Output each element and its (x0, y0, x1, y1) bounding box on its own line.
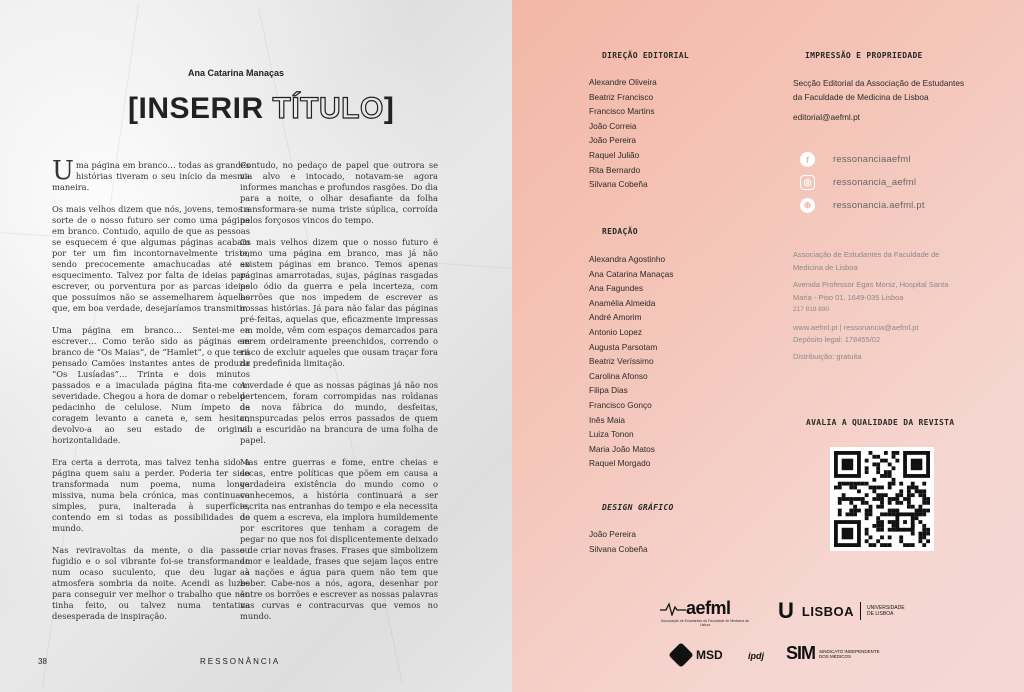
impressao-text: Secção Editorial da Associação de Estudantes da Faculdade de Medicina de Lisboa (793, 78, 965, 102)
qr-heading: AVALIA A QUALIDADE DA REVISTA (806, 418, 955, 427)
social-handle: ressonancia_aefml (833, 177, 917, 188)
name-item: Anamélia Almeida (589, 297, 656, 308)
msd-mark-icon (668, 642, 693, 667)
qr-code[interactable] (830, 447, 934, 551)
social-link[interactable] (800, 152, 911, 167)
paragraph: Os mais velhos dizem que o nosso futuro é como uma página em branco, mas já não existem páginas em branco. Temos apenas páginas amarrotadas, sujas, páginas rasgadas pelo ódio da guerra e pela incerteza, com borrões que nos impedem de escrever as nossas histórias. Já para não falar das páginas pré-feitas, aquelas que, eficazmente impressas em molde, vêm com espaços demarcados para serem ordeiramente preenchidos, correndo o risco de excluir aqueles que ousam traçar fora da predefinida limitação. (240, 237, 438, 368)
design-list (589, 527, 648, 556)
name-item: André Amorim (589, 312, 642, 323)
name-item: Alexandre Oliveira (589, 77, 657, 87)
instagram-icon: ◎ (800, 175, 815, 190)
name-item: Inês Maia (589, 414, 625, 425)
ulisboa-logo: U LISBOA UNIVERSIDADE DE LISBOA (778, 598, 905, 623)
social-handle: ressonanciaaefml (833, 154, 911, 165)
association-info: Associação de Estudantes da Faculdade de Medicina de Lisboa Avenida Professor Egas Moniz, Hospital Santa Maria - Piso 01, 1649-035 Lisboa 217 818 890 www.aefml.pt | ressonancia@aefml.pt Depósito legal: 178455/02 Distribuição: gratuita (793, 249, 993, 363)
page-number: 38 (38, 657, 47, 666)
paragraph: Uma página em branco… Sentei-me a escrever… Como terão sido as páginas em branco de “Os Maias”, de “Hamlet”, o que terá pensado Camões instantes antes de produzir “Os Lusíadas”… Trinta e dois minutos passados e a imaculada página fita-me com severidade. Chegou a hora de domar o rebelde pedacinho de celulose. Num ímpeto de coragem levanto a caneta e, sem hesitar, devolvo-a ao seu estado de original horizontalidade. (52, 325, 251, 445)
web-links[interactable]: www.aefml.pt | ressonancia@aefml.pt (793, 322, 919, 332)
name-item: Filipa Dias (589, 385, 628, 396)
heartbeat-icon (660, 602, 686, 616)
redacao-heading: REDAÇÃO (602, 227, 638, 236)
paragraph: Mas entre guerras e fome, entre cheias e secas, entre políticas que põem em causa a verdadeira existência do mundo como o conhecemos, a história continuará a ser escrita nas entranhas do tempo e ela necessita de quem a escreva, ela implora humildemente por escritores que tenham a coragem de pegar no que nos foi displicentemente deixado e de criar novas frases. Frases que simbolizem amor e lealdade, frases que sejam laços entre as nações e água para quem não tem que beber. Cabe-nos a nós, agora, desenhar por entre os borrões e escrever as nossas palavras nas curvas e contracurvas que vemos no mundo. (240, 457, 438, 621)
ipdj-logo: ipdj (748, 651, 764, 661)
name-item: Francisco Gonço (589, 399, 652, 410)
name-item: Francisco Martins (589, 106, 655, 117)
credits-page (512, 0, 1024, 692)
editorial-email[interactable]: editorial@aefml.pt (793, 112, 860, 122)
name-item: Luiza Tonon (589, 429, 634, 440)
aefml-logo: aefml Associação de Estudantes da Faculdade de Medicina de Lisboa (660, 598, 750, 627)
name-item: Raquel Morgado (589, 458, 651, 469)
paragraph: Uma página em branco… todas as grandes histórias tiveram o seu início da mesma maneira. (52, 156, 250, 192)
article-column-2 (240, 160, 438, 633)
paragraph: A verdade é que as nossas páginas já não nos pertencem, foram corrompidas nas roldanas da nova fábrica do mundo, desfeitas, conspurcadas pelos erros passados de quem viu a escuridão na brancura de uma folha de papel. (240, 380, 438, 445)
name-item: Beatriz Francisco (589, 91, 654, 102)
name-item: João Correia (589, 120, 637, 131)
social-link[interactable] (800, 198, 925, 213)
name-item: Carolina Afonso (589, 370, 648, 381)
paragraph: Contudo, no pedaço de papel que outrora se via alvo e intocado, notavam-se agora informes manchas e profundos rasgões. Do dia para a noite, o olhar desafiante da folha transformara-se numa triste súplica, corroída pelos forçosos vincos do tempo. (240, 160, 438, 225)
direcao-list (589, 75, 657, 192)
paragraph: Era certa a derrota, mas talvez tenha sido a página quem saiu a perder. Poderia ter sido transformada num poema, numa longa missiva, numa bela crónica, mas continuava simples, pura, inalterada à superfície, contendo em si todas as possibilidades do mundo. (52, 457, 250, 533)
design-heading: DESIGN GRÁFICO (602, 503, 674, 512)
qr-code-icon (834, 451, 930, 547)
social-link[interactable] (800, 175, 916, 190)
redacao-list (589, 252, 673, 471)
facebook-icon: f (800, 152, 815, 167)
direcao-heading: DIREÇÃO EDITORIAL (602, 51, 689, 60)
title-bracket-open: [INSERIR (128, 92, 273, 125)
article-author: Ana Catarina Manaças (188, 68, 285, 78)
sim-logo: SIM SINDICATO INDEPENDENTE DOS MÉDICOS (786, 643, 880, 663)
paragraph: Os mais velhos dizem que nós, jovens, temos a sorte de o nosso futuro ser como uma página em branco. Contudo, aquilo de que as pessoas se esquecem é que algumas páginas acabam por ter um fim incontornavelmente triste, sendo precocemente amachucadas até ao esquecimento. Talvez por falta de ideias para escrever, ou porventura por as parcas ideias que possuímos não se assemelharem àquelas que, em boa verdade, desejaríamos transmitir. (52, 204, 250, 313)
social-handle: ressonancia.aefml.pt (833, 200, 925, 211)
article-column-1 (52, 156, 251, 633)
drop-cap: U (52, 156, 74, 186)
name-item: Rita Bernardo (589, 164, 641, 175)
name-item: Augusta Parsotam (589, 341, 658, 352)
msd-logo: MSD (672, 646, 723, 664)
name-item: Silvana Cobeña (589, 179, 648, 190)
name-item: Silvana Cobeña (589, 543, 648, 554)
name-item: Ana Catarina Manaças (589, 268, 674, 279)
paragraph: Nas reviravoltas da mente, o dia passou fugidio e o sol vibrante foi-se transformando num ocaso suculento, que deu lugar à atmosfera sombria da noite. Acendi as luzes para conseguir ver melhor o trabalho que não tinha feito, ou talvez numa tentativa desesperada de inspiração. (52, 545, 250, 621)
name-item: Maria João Matos (589, 443, 655, 454)
article-title (128, 92, 394, 126)
magazine-name: RESSONÂNCIA (200, 657, 281, 666)
globe-icon: ⊕ (800, 198, 815, 213)
name-item: Raquel Julião (589, 149, 640, 160)
name-item: Alexandra Agostinho (589, 254, 666, 264)
name-item: Antonio Lopez (589, 326, 643, 337)
name-item: Ana Fagundes (589, 283, 643, 294)
title-bracket-close: ] (383, 92, 395, 125)
name-item: João Pereira (589, 529, 637, 539)
name-item: João Pereira (589, 135, 637, 146)
name-item: Beatriz Veríssimo (589, 356, 654, 367)
title-outline-word: TÍTULO (272, 92, 384, 125)
impressao-heading: IMPRESSÃO E PROPRIEDADE (805, 51, 923, 60)
